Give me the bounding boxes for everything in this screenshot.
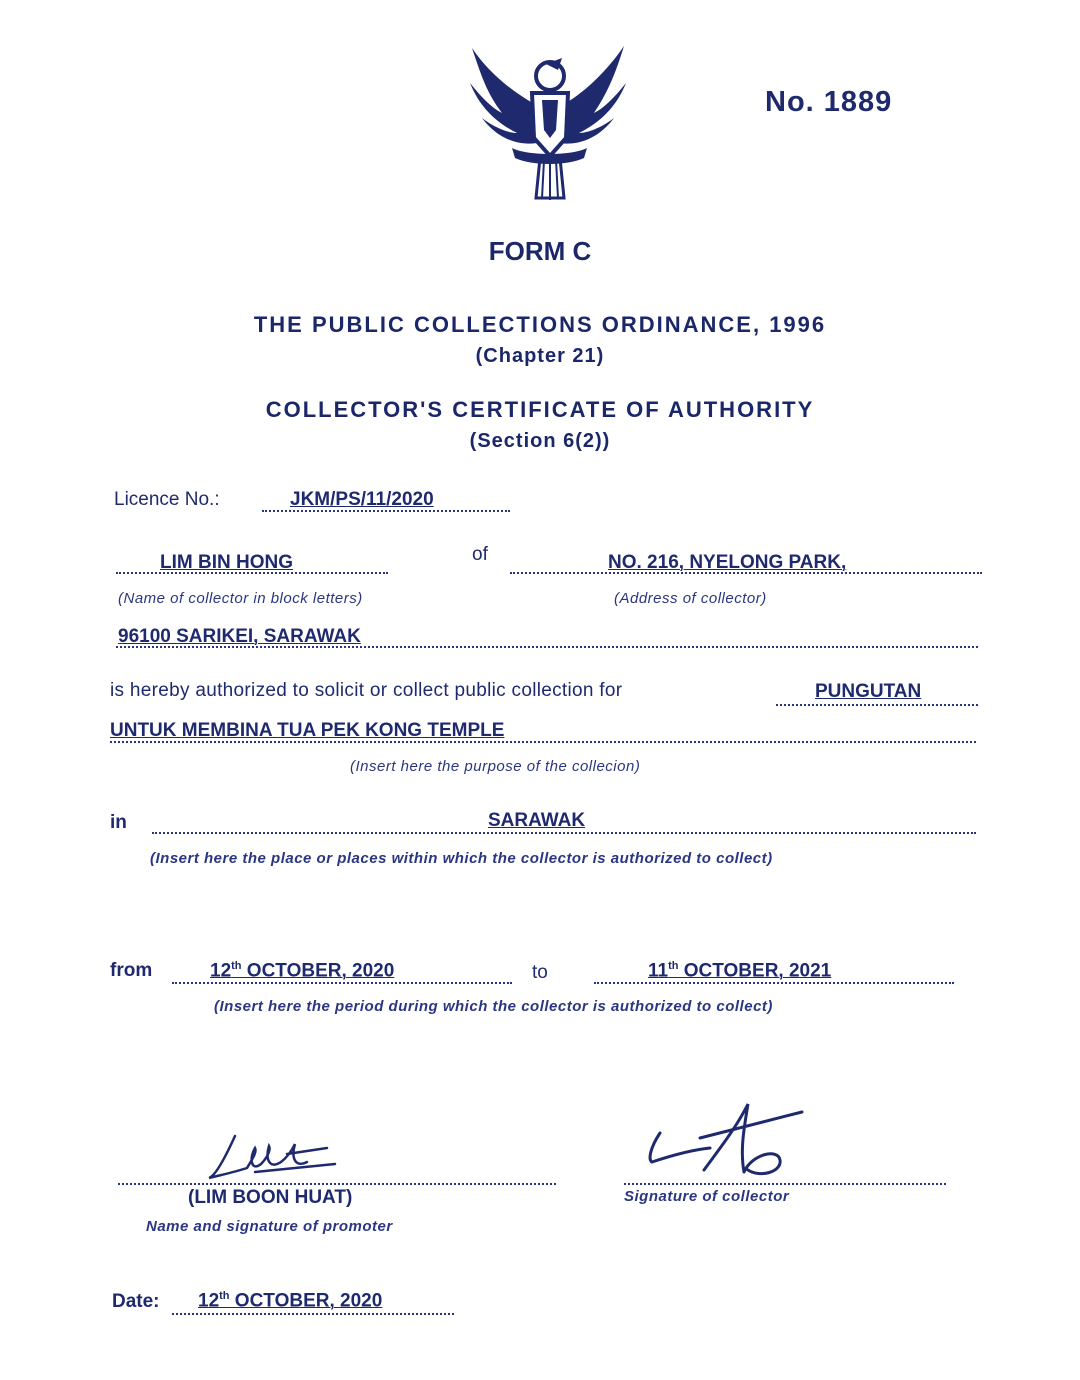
certificate-title: COLLECTOR'S CERTIFICATE OF AUTHORITY [265,397,815,422]
authorization-statement: is hereby authorized to solicit or collect public collection for [110,680,623,701]
licence-label: Licence No.: [114,489,220,510]
collector-signature [640,1098,820,1188]
promoter-name: (LIM BOON HUAT) [188,1187,353,1208]
form-title: FORM C [488,236,592,266]
collector-address-hint: (Address of collector) [614,590,767,607]
purpose-dotted-line-1 [776,704,978,706]
place-label: in [110,812,127,833]
from-label: from [110,960,153,981]
promoter-caption: Name and signature of promoter [146,1218,393,1235]
licence-number: JKM/PS/11/2020 [290,489,434,510]
place-hint: (Insert here the place or places within which the collector is authorized to collect) [150,850,773,867]
promoter-signature-line [118,1183,556,1185]
purpose-hint: (Insert here the purpose of the collecion) [350,758,641,775]
collector-address-line1: NO. 216, NYELONG PARK, [608,552,847,573]
chapter-reference: (Chapter 21) [475,345,605,367]
collector-name-hint: (Name of collector in block letters) [118,590,363,607]
period-hint: (Insert here the period during which the collector is authorized to collect) [214,998,773,1015]
ordinance-title: THE PUBLIC COLLECTIONS ORDINANCE, 1996 [253,312,827,337]
collector-name: LIM BIN HONG [160,552,293,573]
place-value: SARAWAK [488,810,586,831]
from-date: 12th OCTOBER, 2020 [210,960,395,982]
purpose-line1: PUNGUTAN [815,681,922,702]
document-number: No. 1889 [765,86,893,118]
state-crest-emblem [462,38,632,208]
collector-signature-line [624,1183,946,1185]
collector-signature-caption: Signature of collector [624,1188,790,1205]
section-reference: (Section 6(2)) [469,430,611,452]
promoter-signature [195,1128,345,1188]
to-label: to [532,962,548,983]
to-date: 11th OCTOBER, 2021 [648,960,832,982]
date-label: Date: [112,1291,160,1312]
date-value: 12th OCTOBER, 2020 [198,1290,383,1312]
date-dotted-line [172,1313,454,1315]
purpose-line2: UNTUK MEMBINA TUA PEK KONG TEMPLE [110,720,505,741]
collector-address-line2: 96100 SARIKEI, SARAWAK [118,626,361,647]
of-label: of [472,544,488,565]
place-dotted-line [152,832,976,834]
